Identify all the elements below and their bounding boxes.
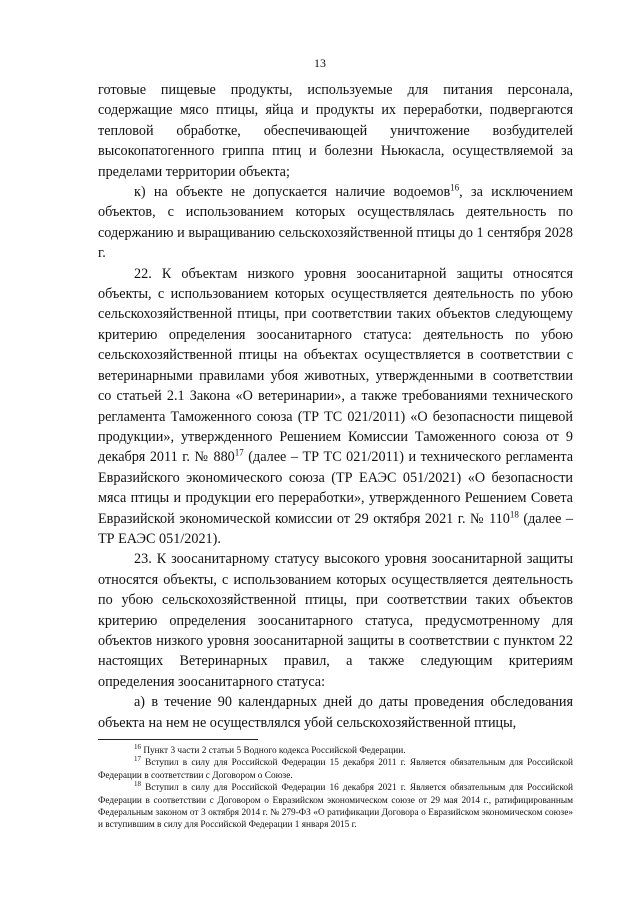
- text-run: к) на объекте не допускается наличие водоемов: [134, 184, 451, 201]
- footnote-mark: 18: [134, 780, 141, 789]
- paragraph-item-a: а) в течение 90 календарных дней до даты проведения обследования объекта на нем не осуществлялся убой сельскохозяйственной птицы,: [98, 694, 573, 731]
- paragraph-continuation: готовые пищевые продукты, используемые для питания персонала, содержащие мясо птицы, яйца и продукты их переработки, подвергаются тепловой обработке, обеспечивающей уничтожение возбудителей высокопатогенного гриппа птиц и болезни Ньюкасла, осуществляемой за пределами территории объекта;: [98, 82, 573, 180]
- footnote-text: Вступил в силу для Российской Федерации 15 декабря 2011 г. Является обязательным для Российской Федерации в соответствии с Договором о Союзе.: [98, 758, 573, 781]
- footnote-17: [98, 757, 573, 782]
- paragraph-22: [98, 264, 573, 550]
- page-number: 13: [314, 56, 326, 70]
- text-run: 22. К объектам низкого уровня зоосанитарной защиты относятся объекты, с использованием которых осуществляется деятельность по убою сельскохозяйственной птицы, при соответствии таких объектов следующему критерию определения зоосанитарного статуса: деятельность по убою сельскохозяйственной птицы на объектах осуществляется в соответствии с ветеринарными правилами убоя животных, утвержденными в соответствии со статьей 2.1 Закона «О ветеринарии», а также требованиями технического регламента Таможенного союза (ТР ТС 021/2011) «О безопасности пищевой продукции», утвержденного Решением Комиссии Таможенного союза от 9 декабря 2011 г. № 880: [98, 265, 573, 466]
- footnote-18: [98, 782, 573, 832]
- footnote-text: Пункт 3 части 2 статьи 5 Водного кодекса Российской Федерации.: [141, 746, 406, 756]
- footnote-mark: 16: [134, 742, 141, 751]
- footnote-ref-18: 18: [509, 508, 519, 519]
- text-run: (далее – ТР ТС 021/2011) и технического регламента Евразийского экономического союза (ТР ЕАЭС 051/2021) «О безопасности мяса птицы и продукции его переработки», утвержденного Решением Совета Евразийской экономической комиссии от 29 октября 2021 г. № 110: [98, 449, 573, 527]
- footnote-16: [98, 742, 573, 757]
- footnote-text: Вступил в силу для Российской Федерации 16 декабря 2021 г. Является обязательным для Российской Федерации в соответствии с Договором о Евразийском экономическом союзе от 29 мая 2014 г., ратифицированным Федеральным законом от 3 октября 2014 г. № 279-ФЗ «О ратификации Договора о Евразийском экономическом союзе» и вступившим в силу для Российской Федерации 1 января 2015 г.: [98, 783, 573, 831]
- footnotes: [98, 742, 573, 832]
- footnote-mark: 17: [134, 755, 141, 764]
- paragraph-23: 23. К зоосанитарному статусу высокого уровня зоосанитарной защиты относятся объекты, с использованием которых осуществляется деятельность по убою сельскохозяйственной птицы, при соответствии таких объектов критерию определения зоосанитарного статуса, предусмотренному для объектов низкого уровня зоосанитарной защиты в соответствии с пунктом 22 настоящих Ветеринарных правил, а также следующим критериям определения зоосанитарного статуса:: [98, 551, 573, 690]
- text-run: (далее – ТР ЕАЭС 051/2021).: [98, 510, 573, 547]
- footnote-ref-16: 16: [450, 182, 460, 193]
- text-run: , за исключением объектов, с использованием которых осуществлялась деятельность по содержанию и выращиванию сельскохозяйственной птицы до 1 сентября 2028 г.: [98, 184, 573, 262]
- body-text: [98, 80, 573, 733]
- paragraph-item-k: [98, 182, 573, 264]
- footnote-ref-17: 17: [234, 447, 244, 458]
- footnote-divider: [98, 739, 258, 740]
